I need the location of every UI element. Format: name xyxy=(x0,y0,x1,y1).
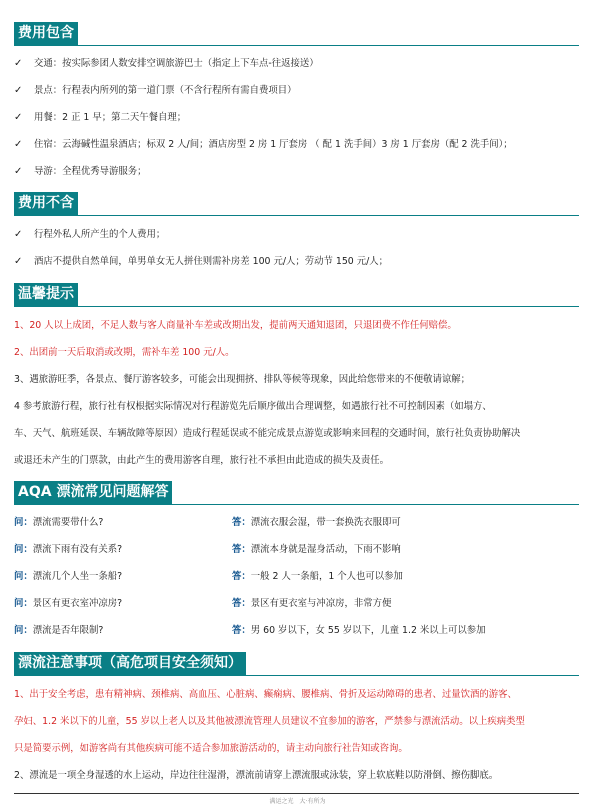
question-label: 问： xyxy=(14,598,33,609)
section-rule xyxy=(14,675,579,676)
tip-2: 2、出团前一天后取消或改期，需补车差 100 元/人。 xyxy=(14,347,235,358)
check-icon: ✓ xyxy=(14,256,23,267)
section-title-safety: 漂流注意事项（高危项目安全须知） xyxy=(14,652,246,676)
footer-rule xyxy=(14,793,579,794)
safety-2: 2、漂流是一项全身湿透的水上运动，岸边往往湿滑，漂流前请穿上漂流服或泳装，穿上软底鞋以防滑倒、擦伤脚底。 xyxy=(14,770,499,781)
safety-1-line-3: 只是简要示例，如游客尚有其他疾病可能不适合参加旅游活动的，请主动向旅行社告知或咨询。 xyxy=(14,743,408,754)
check-icon: ✓ xyxy=(14,85,23,96)
answer-text: 景区有更衣室与冲凉房，非常方便 xyxy=(250,598,392,609)
question-text: 漂流几个人坐一条船? xyxy=(32,571,123,582)
answer-label: 答： xyxy=(232,571,251,582)
section-title-excluded: 费用不含 xyxy=(14,192,78,216)
question-label: 问： xyxy=(14,544,33,555)
section-title-faq: AQA 漂流常见问题解答 xyxy=(14,481,172,505)
answer-text: 男 60 岁以下，女 55 岁以下，儿童 1.2 米以上可以参加 xyxy=(250,625,486,636)
tip-1: 1、20 人以上成团，不足人数与客人商量补车差或改期出发，提前两天通知退团，只退团费不作任何赔偿。 xyxy=(14,320,457,331)
included-item: ✓ 导游：全程优秀导游服务； xyxy=(14,166,147,177)
section-title-included: 费用包含 xyxy=(14,22,78,46)
included-item: ✓ 住宿：云海碱性温泉酒店；标双 2 人/间；酒店房型 2 房 1 厅套房 （ 配 1 洗手间）3 房 1 厅套房（配 2 洗手间）； xyxy=(14,139,513,150)
question-text: 景区有更衣室冲凉房? xyxy=(32,598,123,609)
question-text: 漂流需要带什么? xyxy=(32,517,104,528)
answer-label: 答： xyxy=(232,598,251,609)
section-rule xyxy=(14,215,579,216)
answer-text: 漂流衣服会湿，带一套换洗衣服即可 xyxy=(250,517,401,528)
safety-1-line-2: 孕妇、1.2 米以下的儿童，55 岁以上老人以及其他被漂流管理人员建议不宜参加的游客，严禁参与漂流活动。以上疾病类型 xyxy=(14,716,525,727)
question-label: 问： xyxy=(14,625,33,636)
safety-1-line-1: 1、出于安全考虑，患有精神病、颈椎病、高血压、心脏病、癫痫病、腰椎病、骨折及运动障碍的患者、过量饮酒的游客、 xyxy=(14,689,517,700)
question-text: 漂流下雨有没有关系? xyxy=(32,544,123,555)
included-item: ✓ 用餐：2 正 1 早；第二天午餐自理； xyxy=(14,112,187,123)
answer-label: 答： xyxy=(232,544,251,555)
answer-label: 答： xyxy=(232,517,251,528)
section-title-tips: 温馨提示 xyxy=(14,283,78,307)
question-label: 问： xyxy=(14,517,33,528)
check-icon: ✓ xyxy=(14,166,23,177)
check-icon: ✓ xyxy=(14,139,23,150)
tip-4-line-3: 或退还未产生的门票款，由此产生的费用游客自理，旅行社不承担由此造成的损失及责任。 xyxy=(14,455,390,466)
excluded-item: ✓ 行程外私人所产生的个人费用； xyxy=(14,229,166,240)
section-rule xyxy=(14,306,579,307)
section-rule xyxy=(14,45,579,46)
tip-4-line-1: 4 参考旅游行程，旅行社有权根据实际情况对行程游览先后顺序做出合理调整，如遇旅行社不可控制因素（如塌方、 xyxy=(14,401,492,412)
check-icon: ✓ xyxy=(14,112,23,123)
check-icon: ✓ xyxy=(14,229,23,240)
footer-text: 满运之光 大·有所为 xyxy=(269,798,326,805)
section-rule xyxy=(14,504,579,505)
question-label: 问： xyxy=(14,571,33,582)
tip-4-line-2: 车、天气、航班延误、车辆故障等原因）造成行程延误或不能完成景点游览或影响来回程的交通时间，旅行社负责协助解决 xyxy=(14,428,521,439)
question-text: 漂流是否年限制? xyxy=(32,625,104,636)
answer-text: 一般 2 人一条船，1 个人也可以参加 xyxy=(250,571,403,582)
included-item: ✓ 交通：按实际参团人数安排空调旅游巴士（指定上下车点-往返接送） xyxy=(14,58,319,69)
answer-label: 答： xyxy=(232,625,251,636)
check-icon: ✓ xyxy=(14,58,23,69)
excluded-item: ✓ 酒店不提供自然单间，单男单女无人拼住则需补房差 100 元/人；劳动节 150 元/人； xyxy=(14,256,389,267)
included-item: ✓ 景点：行程表内所列的第一道门票（不含行程所有需自费项目） xyxy=(14,85,297,96)
answer-text: 漂流本身就是湿身活动，下雨不影响 xyxy=(250,544,401,555)
tip-3: 3、遇旅游旺季，各景点、餐厅游客较多，可能会出现拥挤、排队等候等现象，因此给您带来的不便敬请谅解； xyxy=(14,374,470,385)
